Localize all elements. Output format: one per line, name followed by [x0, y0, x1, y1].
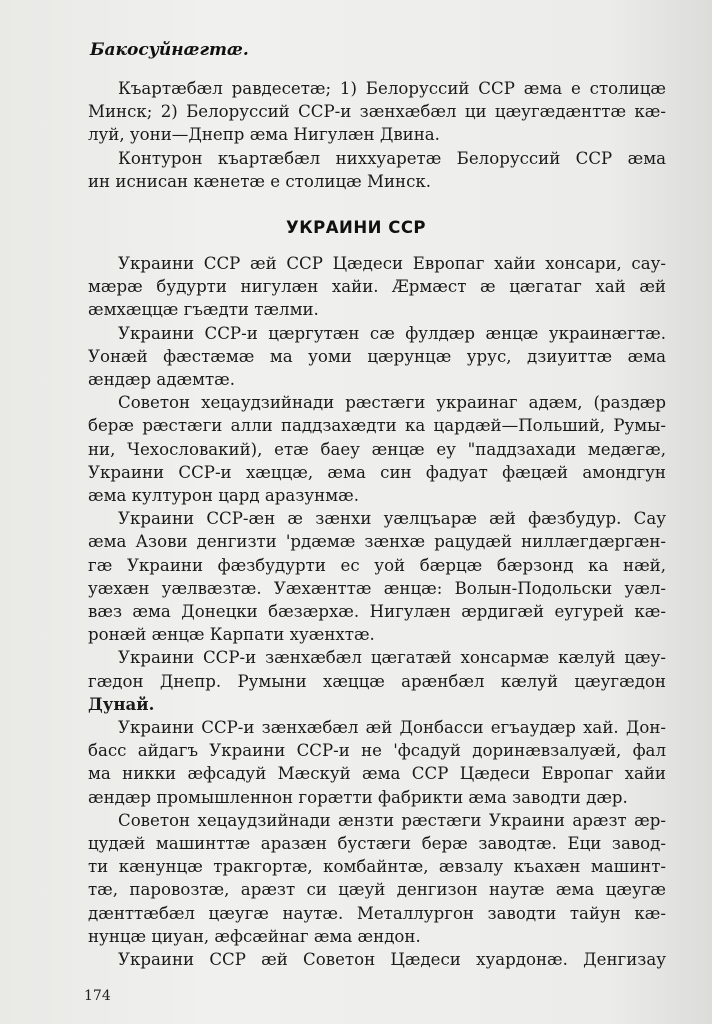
text-line: тæ, паровозтæ, арæзт си цæуй денгизон наутæ æма цæугæ — [88, 880, 666, 900]
text-line: æма Азови денгизти 'рдæмæ зæнхæ рацудæй ниллæгдæргæн- — [88, 532, 666, 552]
text-line: æндæр адæмтæ. — [88, 370, 236, 390]
text-line: Украини ССР æй Советон Цæдеси хуардонæ. Денгизау — [118, 950, 666, 970]
text-line: ти кæнунцæ тракгортæ, комбайнтæ, æвзалу къахæн машинт- — [88, 857, 666, 877]
text-line: луй, уони—Днепр æма Нигулæн Двина. — [88, 125, 440, 145]
text-line: басс айдагъ Украини ССР-и не 'фсадуй доринæвзалуæй, фал — [88, 741, 666, 761]
text-line: æндæр промышленнон горæтти фабрикти æма заводти дæр. — [88, 787, 628, 807]
text-line: вæз æма Донецки бæзæрхæ. Нигулæн æрдигæй еугурей кæ- — [88, 602, 666, 622]
text-line: Минск; 2) Белоруссий ССР-и зæнхæбæл ци цæугæдæнттæ кæ- — [88, 102, 666, 122]
text-line: Украини ССР-и хæццæ, æма син фадуат фæцæй амондгун — [88, 462, 666, 482]
text-line: гæ Украини фæзбудурти ес уой бæрцæ бæрзонд ка нæй, — [88, 555, 666, 575]
section-title: УКРАИНИ ССР — [285, 218, 427, 237]
text-line: уæхæн уæлвæзтæ. Уæхæнттæ æнцæ: Волын-Подольски уæл- — [88, 578, 666, 598]
text-line: Украини ССР-æн æ зæнхи уæлцъарæ æй фæзбудур. Сау — [118, 509, 666, 529]
text-line: берæ рæстæги алли паддзахæдти ка цардæй—Польший, Румы- — [88, 416, 666, 436]
text-line: гæдон Днепр. Румыни хæццæ арæнбæл кæлуй цæугæдон — [88, 671, 666, 691]
text-line: Дунай. — [88, 693, 155, 714]
text-line: Советон хецаудзийнади æнзти рæстæги Украини арæзт æр- — [118, 810, 666, 830]
text-line: ма никки æфсадуй Мæскуй æма ССР Цæдеси Европаг хайи — [88, 764, 666, 784]
text-line: мæрæ будурти нигулæн хайи. Æрмæст æ цæгатаг хай æй — [88, 277, 666, 297]
text-line: Уонæй фæстæмæ ма уоми цæрунцæ урус, дзиуиттæ æма — [88, 346, 666, 366]
text-line: нунцæ циуан, æфсæйнаг æма æндон. — [88, 926, 421, 946]
body-text — [88, 252, 666, 971]
page-number: 174 — [84, 988, 111, 1004]
text-line: æма културон цард аразунмæ. — [88, 486, 359, 506]
text-line: Украини ССР æй ССР Цæдеси Европаг хайи хонсари, сау- — [118, 254, 666, 273]
text-line: ни, Чехословакий), етæ баеу æнцæ еу "паддзахади медæгæ, — [88, 439, 666, 459]
text-line: æмхæццæ гъæдти тæлми. — [88, 300, 319, 320]
text-line: Контурон къартæбæл ниххуаретæ Белоруссий ССР æма — [118, 148, 666, 168]
text-line: дæнттæбæл цæугæ наутæ. Металлургон заводти тайун кæ- — [88, 903, 666, 923]
text-line: ин иснисан кæнетæ е столицæ Минск. — [88, 171, 432, 191]
text-line: Украини ССР-и зæнхæбæл цæгатæй хонсармæ кæлуй цæу- — [118, 648, 666, 668]
text-line: Къартæбæл равдесетæ; 1) Белоруссий ССР æма е столицæ — [118, 79, 666, 98]
text-line: цудæй машинттæ аразæн бустæги берæ заводтæ. Еци завод- — [88, 834, 666, 854]
text-line: Украини ССР-и зæнхæбæл æй Донбасси егъаудæр хай. Дон- — [118, 718, 666, 738]
text-line: ронæй æнцæ Карпати хуæнхтæ. — [88, 625, 375, 645]
exercise-heading: Бакосуйнæгтæ. — [90, 40, 249, 60]
text-line: Советон хецаудзийнади рæстæги украинаг адæм, (раздæр — [118, 393, 666, 413]
text-line: Украини ССР-и цæргутæн сæ фулдæр æнцæ украинæгтæ. — [118, 323, 666, 343]
intro-exercise-block — [88, 77, 666, 193]
